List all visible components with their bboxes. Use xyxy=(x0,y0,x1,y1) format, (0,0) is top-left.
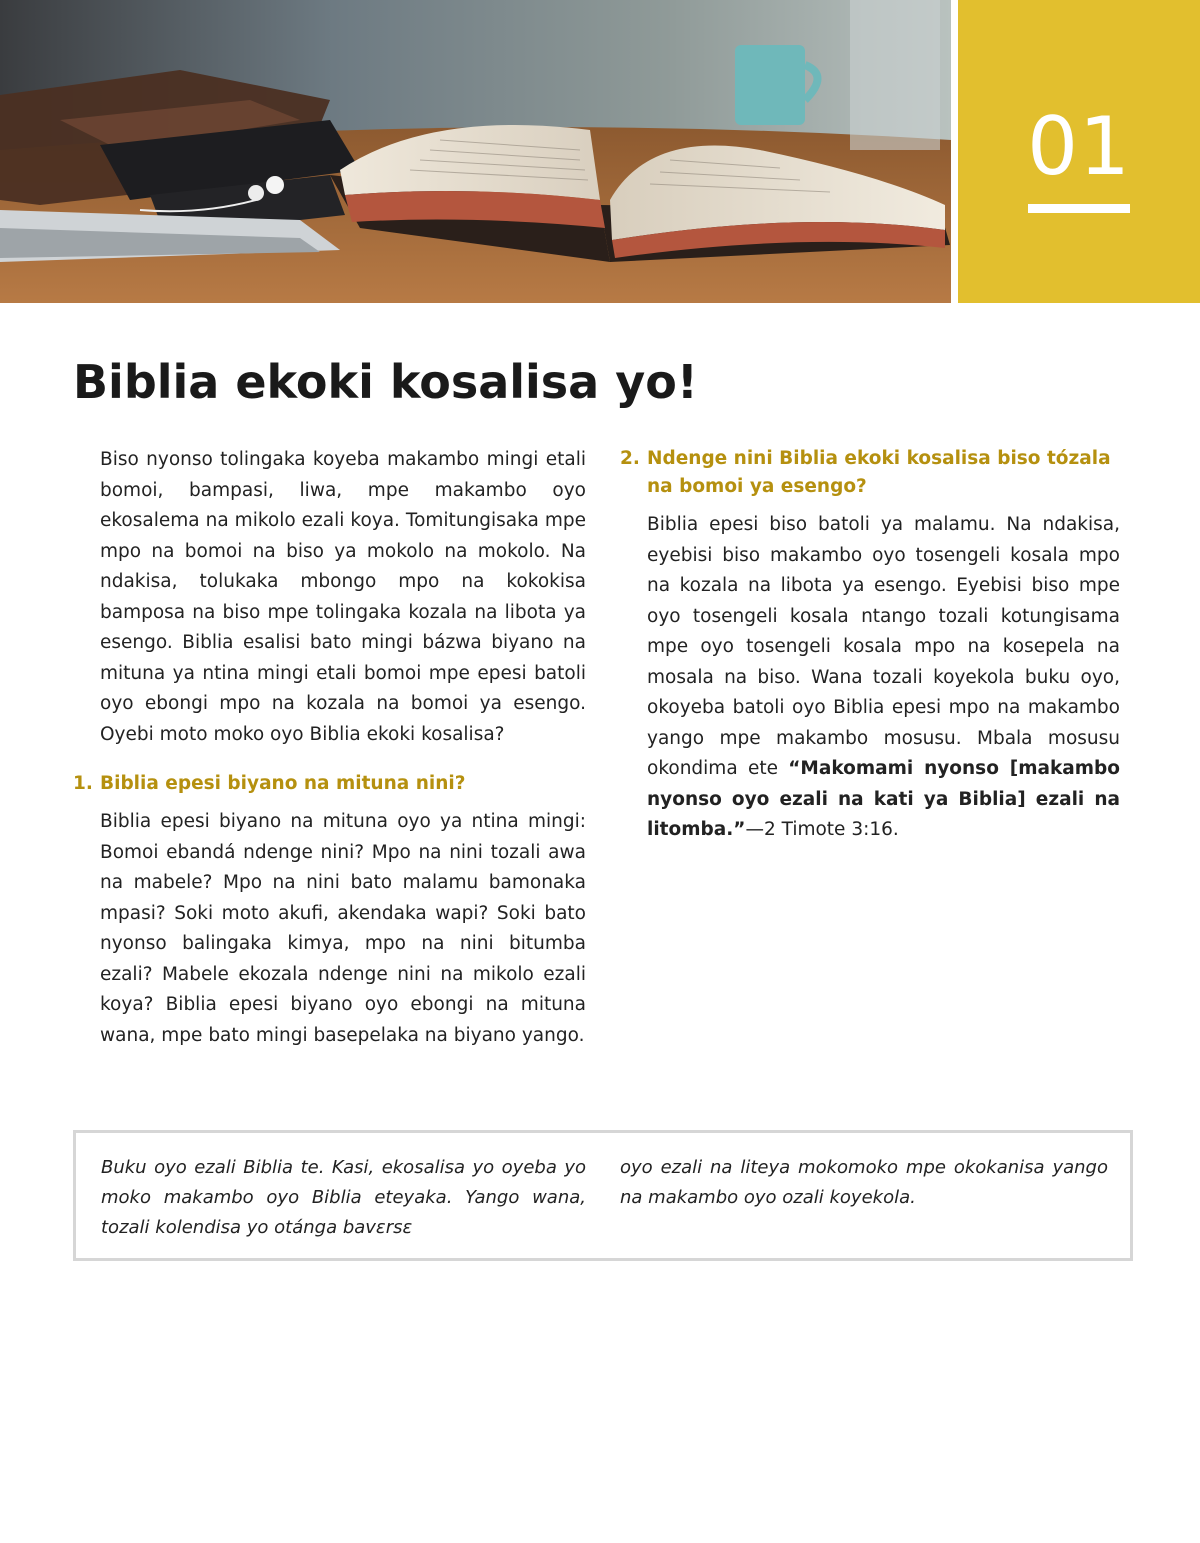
header-photo xyxy=(0,0,951,303)
intro-paragraph: Biso nyonso tolingaka koyeba makambo mingi etali bomoi, bampasi, liwa, mpe makambo oyo ekosalema na mikolo ezali koya. Tomitungisaka mpe mpo na bomoi na biso ya mokolo na mokolo. Na ndakisa, tolukaka mbongo mpo na kokokisa bamposa na biso mpe tolingaka kozala na libota ya esengo. Biblia esalisi bato mingi bázwa biyano na mituna ya ntina mingi etali bomoi mpe epesi batoli oyo ebongi mpo na kozala na bomoi ya esengo. Oyebi moto moko oyo Biblia ekoki kosalisa? xyxy=(100,449,586,745)
page-title: Biblia ekoki kosalisa yo! xyxy=(73,355,698,409)
question-2-body-text: Biblia epesi biso batoli ya malamu. Na ndakisa, eyebisi biso makambo oyo tosengeli kosala mpo na kozala na libota ya esengo. Eyebisi biso mpe oyo tosengeli kosala ntango tozali kotungisama mpe oyo tosengeli kosala mpo na kosepela na mosala na biso. Wana tozali koyekola buku oyo, okoyeba batoli oyo Biblia epesi mpo na makambo yango mpe makambo mosusu. Mbala mosusu okondima ete xyxy=(647,514,1120,779)
right-column xyxy=(620,445,1120,846)
chapter-block xyxy=(958,0,1200,303)
question-1-number: 1. xyxy=(73,773,93,794)
question-1-heading xyxy=(73,770,586,798)
scripture-quote: “Makomami nyonso [makambo nyonso oyo ezali na kati ya Biblia] ezali na litomba.” xyxy=(647,758,1120,840)
question-2-title: Ndenge nini Biblia ekoki kosalisa biso tózala na bomoi ya esengo? xyxy=(647,448,1111,497)
left-column xyxy=(73,445,586,1051)
question-2-heading xyxy=(620,445,1120,501)
question-2-number: 2. xyxy=(620,448,640,469)
question-1-title: Biblia epesi biyano na mituna nini? xyxy=(100,773,466,794)
open-bible-photo xyxy=(0,0,951,303)
question-2-body xyxy=(620,510,1120,846)
note-text-right: oyo ezali na liteya mokomoko mpe okokanisa yango na makambo oyo ozali koyekola. xyxy=(620,1157,1108,1208)
chapter-number: 01 xyxy=(1027,100,1131,193)
note-text-left: Buku oyo ezali Biblia te. Kasi, ekosalisa yo oyeba yo moko makambo oyo Biblia eteyaka. Yango wana, tozali kolendisa yo otánga bavɛrsɛ xyxy=(101,1157,586,1238)
chapter-rule xyxy=(1028,204,1130,213)
note-box xyxy=(73,1130,1133,1261)
question-1-body: Biblia epesi biyano na mituna oyo ya ntina mingi: Bomoi ebandá ndenge nini? Mpo na nini tozali awa na mabele? Mpo na nini bato malamu bamonaka mpasi? Soki moto akufi, akendaka wapi? Soki bato nyonso balingaka kimya, mpo na nini bitumba ezali? Mabele ekozala ndenge nini na mikolo ezali koya? Biblia epesi biyano oyo ebongi na mituna wana, mpe bato mingi basepelaka na biyano yango. xyxy=(100,811,586,1046)
scripture-reference: —2 Timote 3:16. xyxy=(745,819,899,840)
